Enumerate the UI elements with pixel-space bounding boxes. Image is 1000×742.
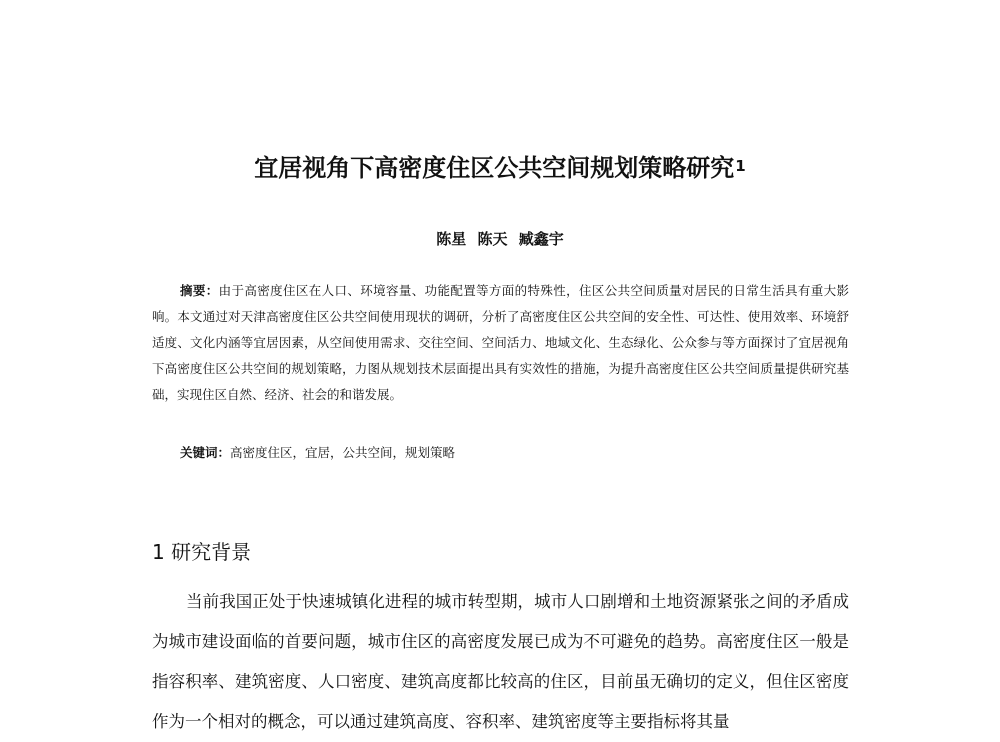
paper-title-text: 宜居视角下高密度住区公共空间规划策略研究 [254, 154, 735, 182]
author-list: 陈星 陈天 臧鑫宇 [436, 230, 564, 248]
abstract-text: 由于高密度住区在人口、环境容量、功能配置等方面的特殊性，住区公共空间质量对居民的日常生活具有重大影响。本文通过对天津高密度住区公共空间使用现状的调研，分析了高密度住区公共空间的安全性、可达性、使用效率、环境舒适度、文化内涵等宜居因素，从空间使用需求、交往空间、空间活力、地域文化、生态绿化、公众参与等方面探讨了宜居视角下高密度住区公共空间的规划策略，力图从规划技术层面提出具有实效性的措施，为提升高密度住区公共空间质量提供研究基础，实现住区自然、经济、社会的和谐发展。 [152, 283, 849, 402]
title-footnote-mark: 1 [735, 157, 746, 175]
keywords-label: 关键词： [180, 445, 231, 460]
abstract-label: 摘要： [180, 283, 219, 298]
keywords-text: 高密度住区，宜居，公共空间，规划策略 [230, 445, 456, 460]
abstract [152, 278, 849, 408]
paper-title [0, 150, 1000, 186]
keywords [180, 440, 455, 466]
section-heading: 1 研究背景 [152, 540, 252, 564]
section-body-paragraph: 当前我国正处于快速城镇化进程的城市转型期，城市人口剧增和土地资源紧张之间的矛盾成为城市建设面临的首要问题，城市住区的高密度发展已成为不可避免的趋势。高密度住区一般是指容积率、建筑密度、人口密度、建筑高度都比较高的住区，目前虽无确切的定义，但住区密度作为一个相对的概念，可以通过建筑高度、容积率、建筑密度等主要指标将其量 [152, 592, 849, 731]
